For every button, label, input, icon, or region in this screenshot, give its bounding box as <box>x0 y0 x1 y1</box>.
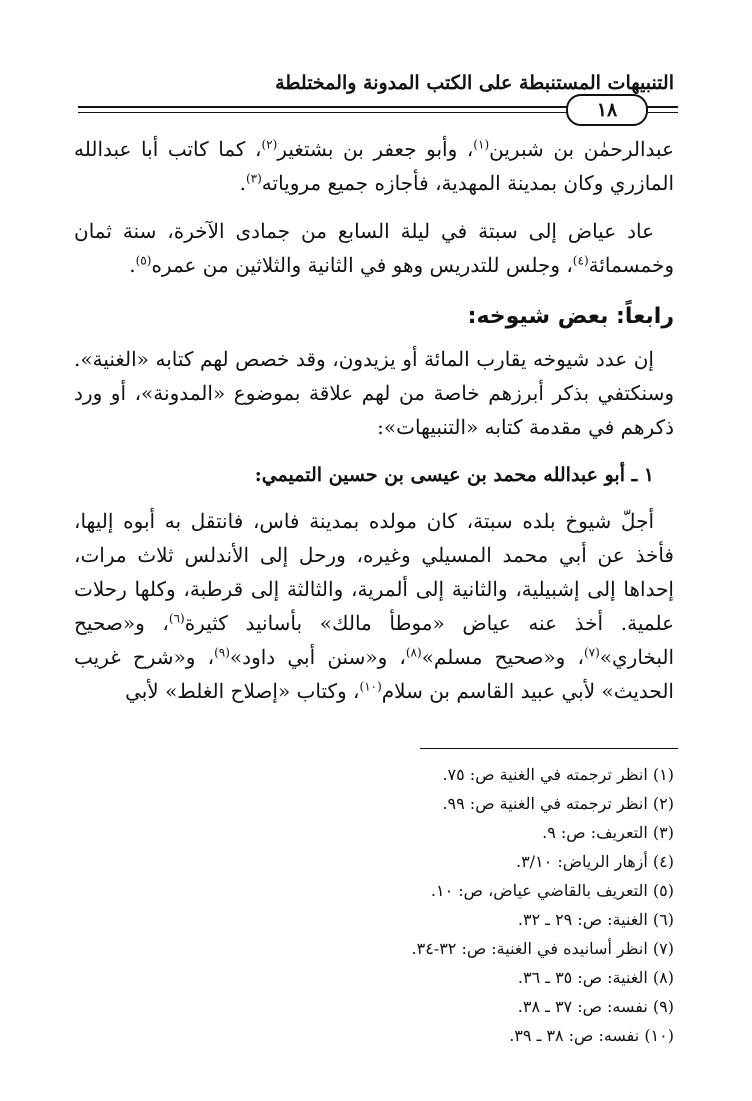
main-text <box>74 132 674 722</box>
footnote: (٥) التعريف بالقاضي عياض، ص: ١٠. <box>430 881 674 900</box>
footnote-ref: (١) <box>473 137 490 152</box>
footnotes <box>74 760 674 1050</box>
paragraph-3: إن عدد شيوخه يقارب المائة أو يزيدون، وقد خصص لهم كتابه «الغنية». وسنكتفي بذكر أبرزهم خاصة من لهم علاقة بموضوع «المدونة»، أو ورد ذكرهم في مقدمة كتابه «التنبيهات»: <box>74 347 674 439</box>
footnote-ref: (٧) <box>583 645 600 660</box>
footnote: (٤) أزهار الرياض: ٣/١٠. <box>515 852 674 871</box>
paragraph-4: أجلّ شيوخ بلده سبتة، كان مولده بمدينة فاس، فانتقل به أبوه إليها، فأخذ عن أبي محمد المسيلي وغيره، ورحل إلى الأندلس ثلاث مرات، إحداها إلى إشبيلية، والثانية إلى ألمرية، والثالثة إلى قرطبة، وكلها رحلات علمية. أخذ عنه عياض «موطأ مالك» بأسانيد كثيرة$^{(٦)}$، و«صحيح البخاري»$^{(٧)}$، و«صحيح مسلم»$^{(٨)}$، و«سنن أبي داود»$^{(٩)}$، و«شرح غريب الحديث» لأبي عبيد القاسم بن سلام$^{(١٠)}$، وكتاب «إصلاح الغلط» لأبي <box>74 509 675 703</box>
footnote-ref: (٣) <box>245 171 262 186</box>
footnote: (٧) انظر أسانيده في الغنية: ص: ٣٢-٣٤. <box>411 939 674 958</box>
section-heading: رابعاً: بعض شيوخه: <box>467 304 674 329</box>
footnote: (٩) نفسه: ص: ٣٧ ـ ٣٨. <box>517 997 674 1016</box>
footnote-separator <box>420 748 678 749</box>
footnote: (٦) الغنية: ص: ٢٩ ـ ٣٢. <box>517 910 674 929</box>
footnote: (٣) التعريف: ص: ٩. <box>542 823 674 842</box>
footnote-ref: (٤) <box>572 253 589 268</box>
paragraph-2: عاد عياض إلى سبتة في ليلة السابع من جمادى الآخرة، سنة ثمان وخمسمائة$^{(٤)}$، وجلس للتدريس وهو في الثانية والثلاثين من عمره$^{(٥)}$. <box>74 219 674 277</box>
page-number: ١٨ <box>566 94 648 126</box>
subsection-heading: ١ ـ أبو عبدالله محمد بن عيسى بن حسين التميمي: <box>254 464 654 486</box>
running-title: التنبيهات المستنبطة على الكتب المدونة والمختلطة <box>275 72 674 94</box>
footnote-ref: (٩) <box>214 645 230 660</box>
footnote-ref: (٢) <box>261 137 278 152</box>
paragraph-1: عبدالرحمٰن بن شبرين$^{(١)}$، وأبو جعفر بن بشتغير$^{(٢)}$، كما كاتب أبا عبدالله المازري وكان بمدينة المهدية، فأجازه جميع مروياته$^{(٣)}$. <box>74 137 674 195</box>
footnote-ref: (٨) <box>405 645 422 660</box>
footnote: (١٠) نفسه: ص: ٣٨ ـ ٣٩. <box>509 1026 674 1045</box>
footnote: (١) انظر ترجمته في الغنية ص: ٧٥. <box>442 765 674 784</box>
footnote-ref: (٥) <box>135 253 152 268</box>
footnote-ref: (١٠) <box>359 679 382 694</box>
footnote-ref: (٦) <box>168 611 185 626</box>
footnote: (٨) الغنية: ص: ٣٥ ـ ٣٦. <box>517 968 674 987</box>
footnote: (٢) انظر ترجمته في الغنية ص: ٩٩. <box>442 794 674 813</box>
